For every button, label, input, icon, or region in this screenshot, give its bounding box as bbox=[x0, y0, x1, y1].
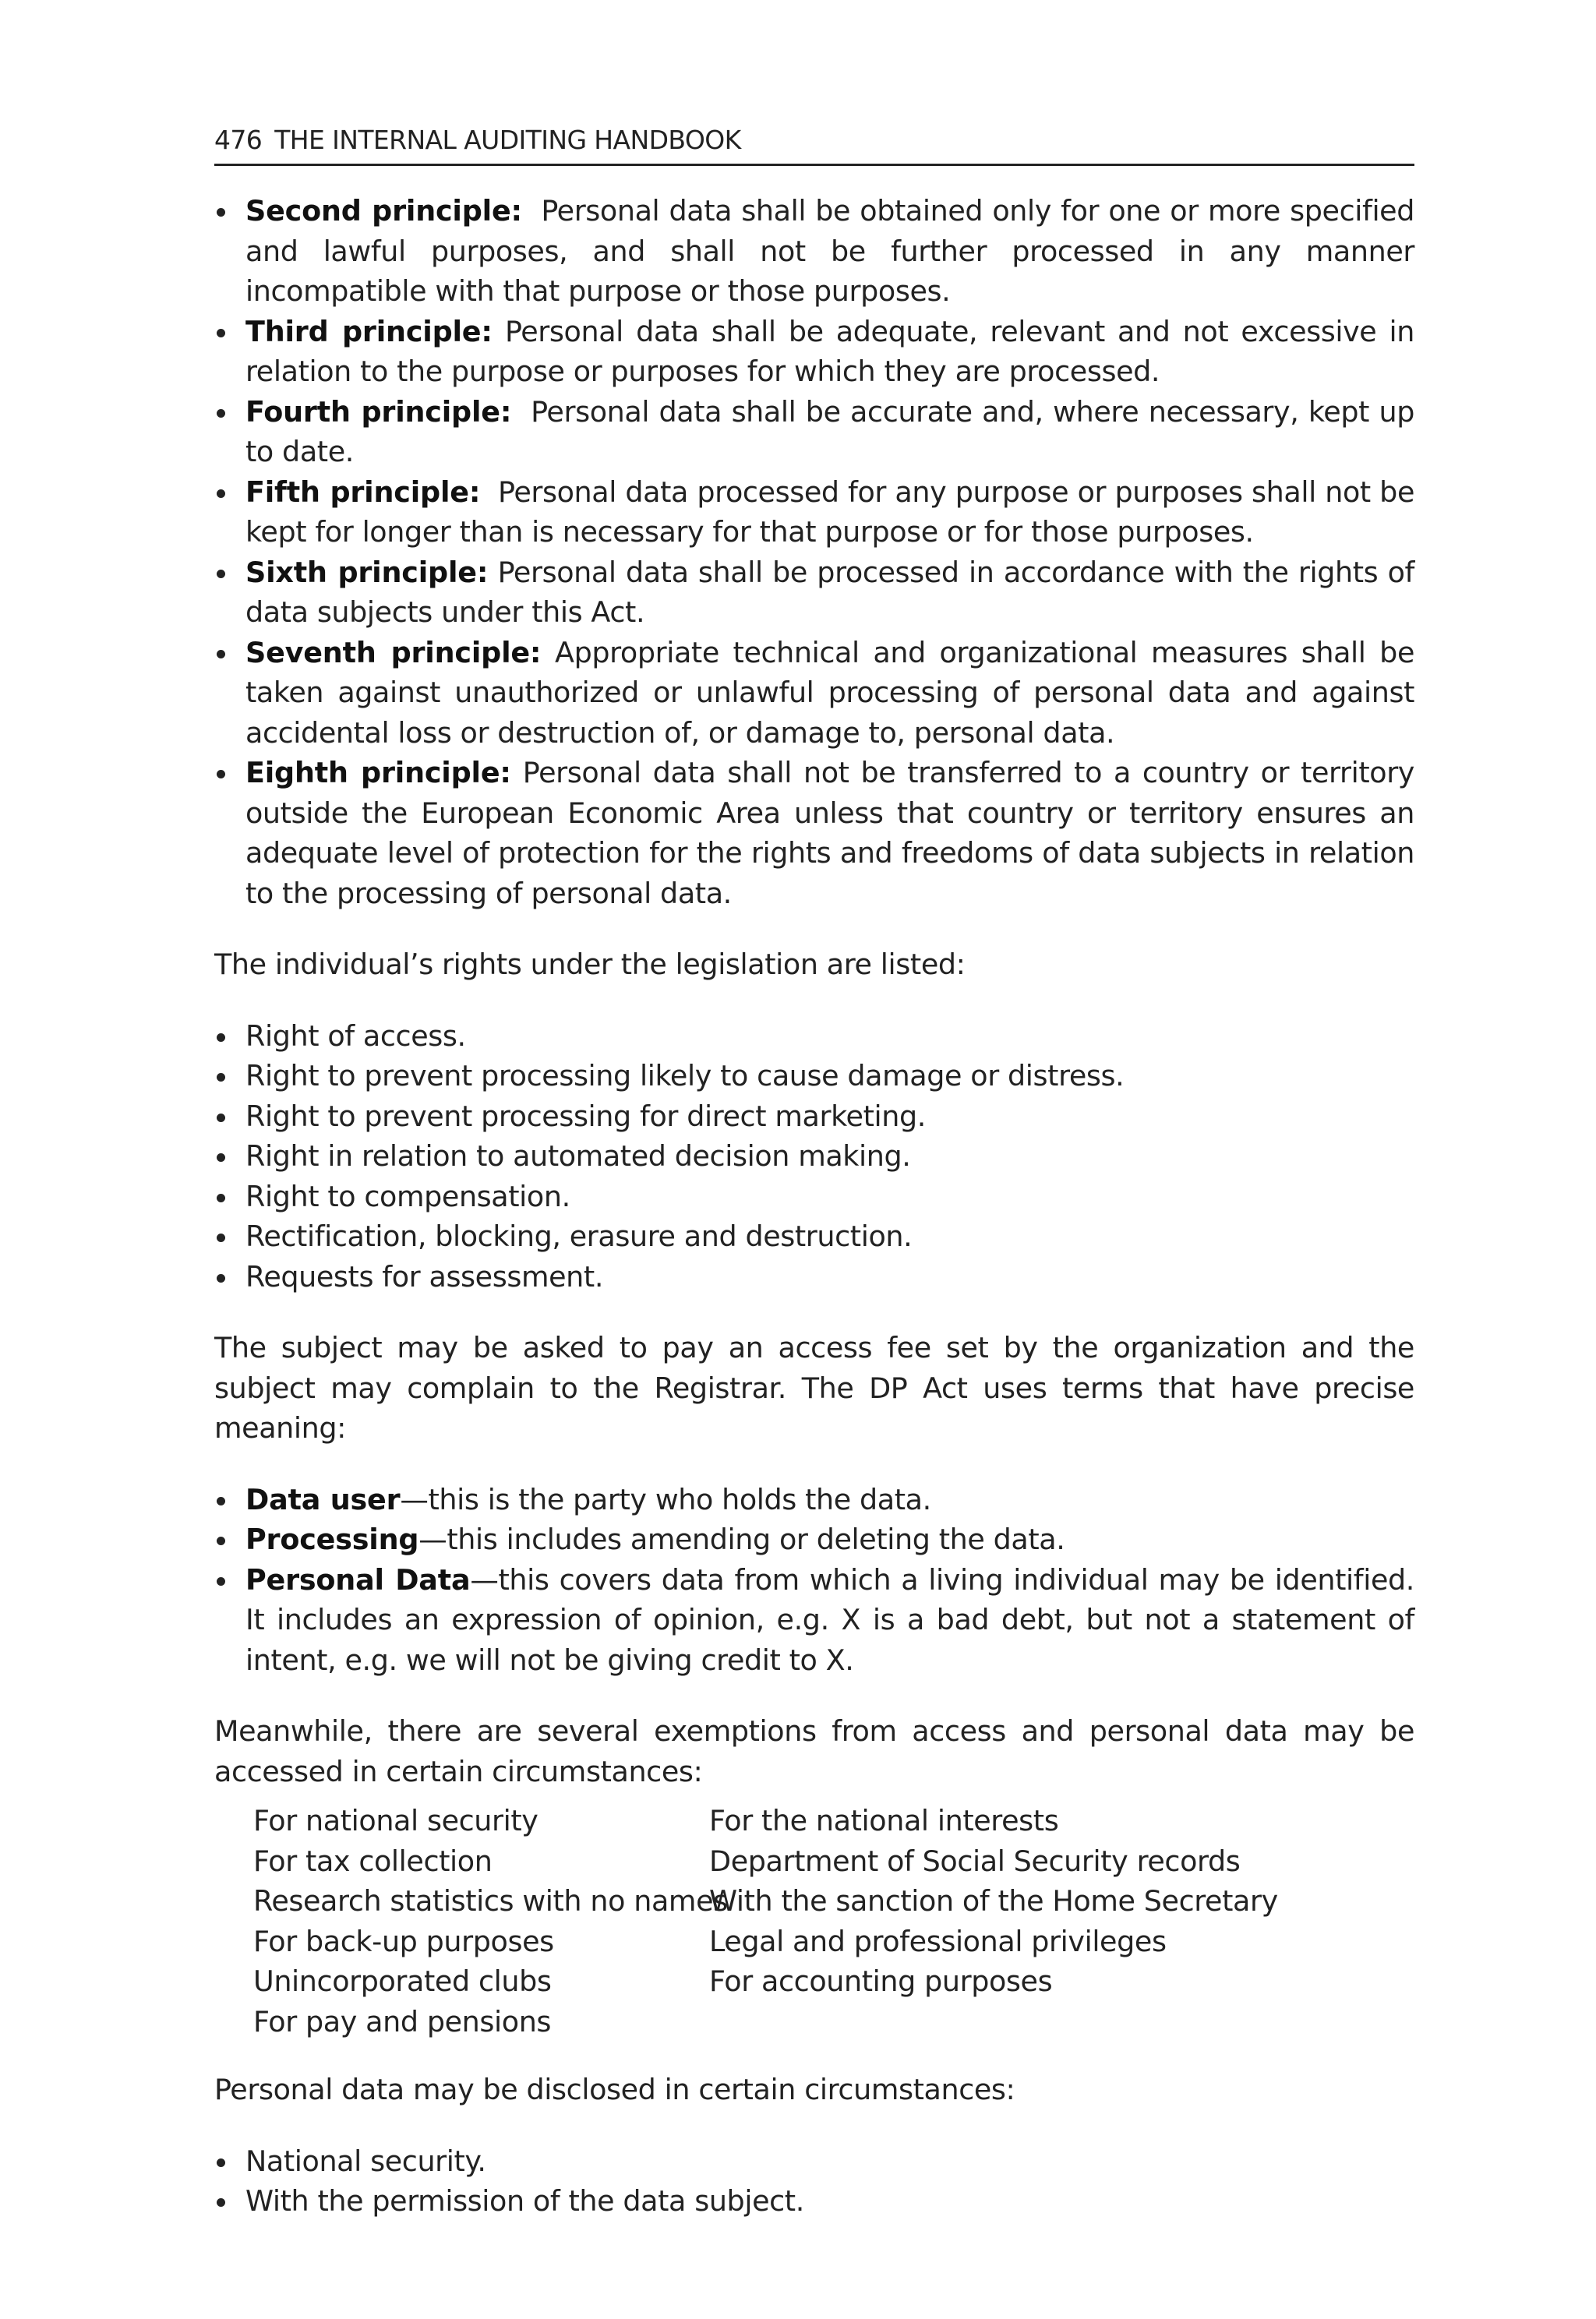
principle-term: Fifth principle: bbox=[245, 475, 481, 509]
principle-text: Personal data shall not be transferred to a country or territory outside the European Economic Area unless that country or territory ensures an adequate level of protection for the rights and freedoms of data subjects in relation to the processing of personal data. bbox=[245, 756, 1415, 910]
term-item bbox=[214, 1480, 1414, 1520]
list-item: Right to prevent processing for direct marketing. bbox=[214, 1096, 1414, 1137]
term-name: Data user bbox=[245, 1482, 401, 1516]
term-definition: —this is the party who holds the data. bbox=[400, 1482, 931, 1516]
list-item: Requests for assessment. bbox=[214, 1257, 1414, 1297]
principle-text: Personal data shall be obtained only for one or more specified and lawful purposes, and shall not be further processed in any manner incompatible with that purpose or those purposes. bbox=[245, 194, 1415, 308]
exemptions-table bbox=[214, 1801, 1414, 2042]
term-item bbox=[214, 1560, 1414, 1681]
principle-term: Third principle: bbox=[245, 314, 493, 348]
exemption-item: With the sanction of the Home Secretary bbox=[709, 1884, 1278, 1918]
exemption-item: For national security bbox=[253, 1804, 538, 1837]
exemption-item: Legal and professional privileges bbox=[709, 1924, 1167, 1958]
exemption-item: For accounting purposes bbox=[709, 1964, 1053, 1998]
disclosure-list bbox=[214, 2141, 1414, 2222]
list-item: Right in relation to automated decision making. bbox=[214, 1136, 1414, 1177]
principle-term: Sixth principle: bbox=[245, 555, 489, 589]
page bbox=[214, 117, 1414, 2222]
principle-item bbox=[214, 753, 1414, 913]
exemption-item: For the national interests bbox=[709, 1804, 1059, 1837]
rights-intro: The individual’s rights under the legislation are listed: bbox=[214, 948, 966, 981]
term-definition: —this includes amending or deleting the data. bbox=[418, 1523, 1065, 1556]
principle-item bbox=[214, 633, 1414, 754]
exemption-item: For back-up purposes bbox=[253, 1924, 554, 1958]
term-name: Processing bbox=[245, 1523, 419, 1556]
principle-item bbox=[214, 552, 1414, 633]
list-item: With the permission of the data subject. bbox=[214, 2181, 1414, 2222]
list-item: Rectification, blocking, erasure and destruction. bbox=[214, 1216, 1414, 1257]
principles-list bbox=[214, 191, 1414, 913]
page-number: 476 bbox=[214, 125, 263, 155]
list-item: National security. bbox=[214, 2141, 1414, 2182]
principle-item bbox=[214, 191, 1414, 312]
exemption-item: For tax collection bbox=[253, 1844, 493, 1878]
term-definition: —this covers data from which a living individual may be identified. It includes an expression of opinion, e.g. X is a bad debt, but not a statement of intent, e.g. we will not be giving credit to X. bbox=[245, 1562, 1414, 1677]
principle-item bbox=[214, 312, 1414, 392]
running-head bbox=[214, 117, 1414, 166]
principle-text: Appropriate technical and organizational measures shall be taken against unauthorized or unlawful processing of personal data and against accidental loss or destruction of, or damage to, personal data. bbox=[245, 635, 1414, 750]
principle-text: Personal data shall be adequate, relevant and not excessive in relation to the purpose or purposes for which they are processed. bbox=[245, 314, 1414, 388]
disclosure-intro: Personal data may be disclosed in certain circumstances: bbox=[214, 2073, 1015, 2106]
book-title: THE INTERNAL AUDITING HANDBOOK bbox=[274, 125, 741, 155]
principle-text: Personal data shall be accurate and, where necessary, kept up to date. bbox=[245, 394, 1414, 468]
principle-item bbox=[214, 472, 1414, 552]
terms-list bbox=[214, 1480, 1414, 1681]
principle-text: Personal data processed for any purpose or purposes shall not be kept for longer than is necessary for that purpose or for those purposes. bbox=[245, 475, 1415, 549]
rights-list bbox=[214, 1016, 1414, 1297]
exemption-item: Department of Social Security records bbox=[709, 1844, 1241, 1878]
exemptions-intro: Meanwhile, there are several exemptions from access and personal data may be accessed in certain circumstances: bbox=[214, 1714, 1414, 1788]
list-item: Right to compensation. bbox=[214, 1177, 1414, 1217]
principle-term: Fourth principle: bbox=[245, 394, 512, 429]
list-item: Right of access. bbox=[214, 1016, 1414, 1057]
terms-intro: The subject may be asked to pay an access fee set by the organization and the subject may complain to the Registrar. The DP Act uses terms that have precise meaning: bbox=[214, 1331, 1414, 1445]
term-item bbox=[214, 1520, 1414, 1560]
principle-term: Seventh principle: bbox=[245, 635, 542, 669]
principle-term: Eighth principle: bbox=[245, 756, 511, 789]
exemption-item: Research statistics with no names bbox=[253, 1884, 728, 1918]
exemption-item: Unincorporated clubs bbox=[253, 1964, 552, 1998]
principle-text: Personal data shall be processed in accordance with the rights of data subjects under this Act. bbox=[245, 555, 1415, 629]
principle-item bbox=[214, 392, 1414, 472]
term-name: Personal Data bbox=[245, 1562, 471, 1597]
list-item: Right to prevent processing likely to cause damage or distress. bbox=[214, 1056, 1414, 1096]
principle-term: Second principle: bbox=[245, 194, 522, 228]
exemption-item: For pay and pensions bbox=[253, 2004, 552, 2038]
